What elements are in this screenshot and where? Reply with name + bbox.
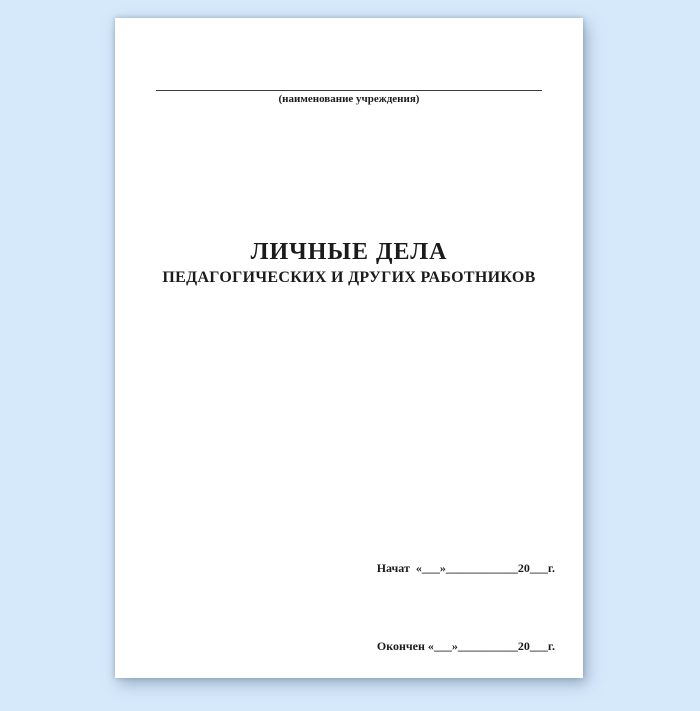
- document-title: ЛИЧНЫЕ ДЕЛА: [250, 239, 448, 265]
- document-subtitle: ПЕДАГОГИЧЕСКИХ И ДРУГИХ РАБОТНИКОВ: [162, 268, 536, 286]
- date-started-line: Начат «___»____________20___г.: [376, 561, 555, 575]
- organization-name-blank-line: [156, 90, 542, 91]
- organization-name-caption: (наименование учреждения): [278, 93, 420, 105]
- date-fields-block: [377, 503, 555, 711]
- date-finished-line: Окончен «___»__________20___г.: [376, 639, 555, 653]
- document-title-block: [115, 238, 583, 287]
- document-page: [115, 18, 583, 678]
